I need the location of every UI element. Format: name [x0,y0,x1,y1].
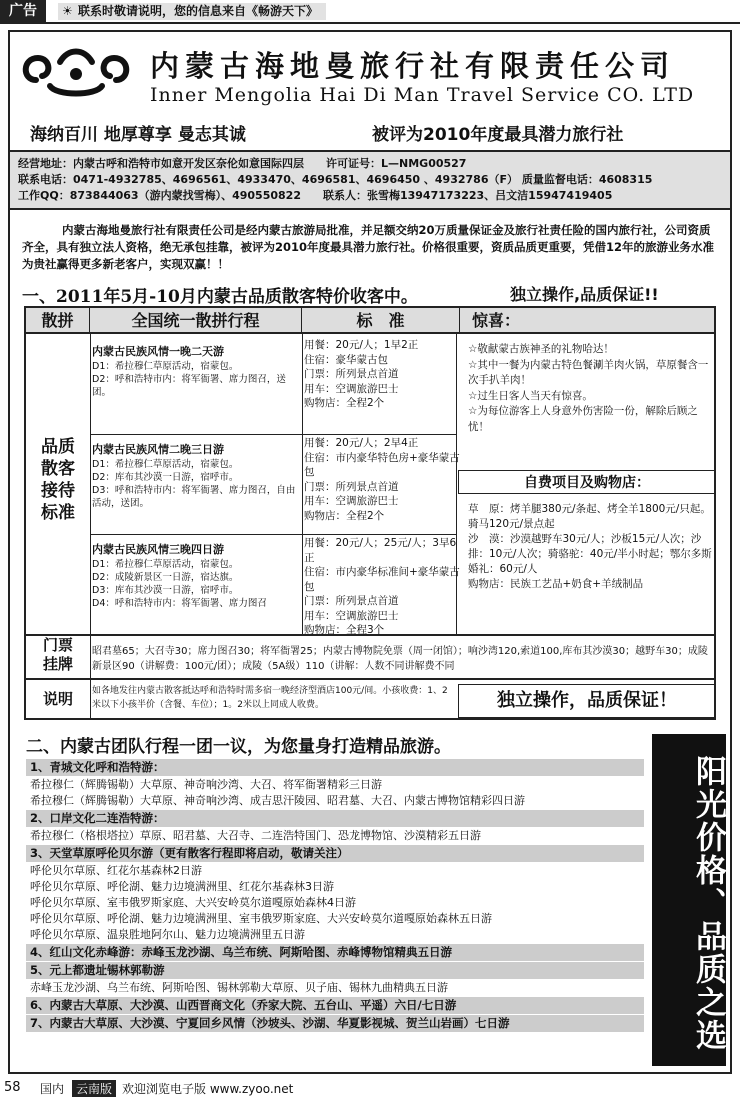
group-line: 希拉穆仁（格根塔拉）草原、昭君墓、大召寺、二连浩特国门、恐龙博物馆、沙漠精彩五日游 [30,829,481,842]
slogan-right: 被评为2010年度最具潜力旅行社 [372,125,624,145]
slogan-left: 海纳百川 地厚尊享 曼志其诚 [30,125,246,145]
divider [302,334,303,634]
section1-title: 一、2011年5月-10月内蒙古品质散客特价收客中。 [22,287,418,307]
std-line: 住宿：豪华蒙古包 [304,353,388,366]
intro-paragraph: 内蒙古海地曼旅行社有限责任公司是经内蒙古旅游局批准，并足额交纳20万质量保证金及旅行社责任险的国内旅行社，公司资质齐全，具有独立法人资格，绝无承包挂靠，被评为2010年度最具潜力旅行社。价格很重要，资质品质更重要，凭借12年的旅游业务水准为贵社赢得更多新老客户，实现双赢！！ [22,223,715,271]
std-line: 住宿：市内豪华标准间+豪华蒙古包 [304,566,460,593]
tour-2 [92,442,300,510]
notes-label: 说明 [42,690,73,708]
contact-box [10,150,730,210]
tour-day: D1：希拉穆仁草原活动，宿蒙包。 [92,361,239,372]
group-tour-list [26,758,644,1033]
std-line: 门票：所列景点首道 [304,595,399,607]
group-line: 呼伦贝尔草原、呼伦湖、魅力边境满洲里、室韦俄罗斯家庭、大兴安岭莫尔道嘎原始森林五日游 [30,912,492,925]
group-line: 呼伦贝尔草原、温泉胜地阿尔山、魅力边境满洲里五日游 [30,928,305,941]
divider [90,334,91,718]
group-heading: 4、红山文化赤峰游：赤峰玉龙沙湖、乌兰布统、阿斯哈图、赤峰博物馆精典五日游 [26,944,644,961]
surprise-list [468,342,714,435]
group-line: 希拉穆仁（辉腾锡勒）大草原、神奇响沙湾、大召、将军衙署精彩三日游 [30,778,382,791]
tour-day: D3：库布其沙漠一日游，宿呼市。 [92,585,239,596]
address-line: 经营地址：内蒙古呼和浩特市如意开发区奈伦如意国际四层 许可证号：L—NMG00527 [18,157,467,170]
group-line: 呼伦贝尔草原、红花尔基森林2日游 [30,864,202,877]
surprise-item: ☆为每位游客上人身意外伤害险一份，解除后顾之忧！ [468,405,698,433]
surprise-item: ☆其中一餐为内蒙古特色餐涮羊肉火锅，草原餐含一次手扒羊肉！ [468,358,709,386]
surprise-item: ☆过生日客人当天有惊喜。 [468,389,593,402]
std-line: 门票：所列景点首道 [304,368,399,380]
tour-3 [92,542,300,610]
divider [26,678,716,680]
std-1 [304,338,464,411]
own-expense-heading: 自费项目及购物店： [458,470,716,494]
col-head-itinerary: 全国统一散拼行程 [90,308,302,334]
std-line: 住宿：市内豪华特色房+豪华蒙古包 [304,451,460,478]
std-line: 用车：空调旅游巴士 [304,495,399,507]
tickets-label: 门票挂牌 [42,636,73,673]
std-line: 用车：空调旅游巴士 [304,382,399,395]
independent-badge: 独立操作，品质保证！ [458,684,716,718]
group-heading: 1、青城文化呼和浩特游： [26,759,644,776]
std-3 [304,536,464,638]
tickets-text: 昭君墓65；大召寺30；席力图召30；将军衙署25；内蒙古博物院免票（周一闭馆）；响沙湾120,索道100,库布其沙漠30；越野车30；成陵新景区90（讲解费：100元/团）；成陵（5A级）110（讲解：人数不同讲解费不同 [92,646,708,672]
company-name-cn: 内蒙古海地曼旅行社有限责任公司 [150,49,676,83]
ad-tag: 广告 [0,0,46,22]
notes-text: 如各地发往内蒙古散客抵达呼和浩特时需多宿一晚经济型酒店100元/间。小孩收费：1、2米以下小孩半价（含餐、车位）；1。2米以上同成人收费。 [92,686,448,710]
col-head-standard: 标 准 [302,308,460,334]
group-heading: 7、内蒙古大草原、大沙漠、宁夏回乡风情（沙坡头、沙湖、华夏影视城、贺兰山岩画）七日游 [26,1015,644,1032]
own-item: 购物店：民族工艺品+奶食+羊绒制品 [468,578,644,590]
tour-day: D1：希拉穆仁草原活动，宿蒙包。 [92,559,239,570]
tour-title: 内蒙古民族风情一晚二天游 [92,345,224,358]
notice-text: 联系时敬请说明，您的信息来自《畅游天下》 [58,3,326,20]
tour-day: D3：呼和浩特市内：将军衙署、席力图召，自由活动，送团。 [92,485,296,509]
sun-icon: ☀ [62,4,73,18]
vertical-banner: 阳光价格、品质之选 [652,734,726,1066]
tour-day: D1：希拉穆仁草原活动，宿蒙包。 [92,459,239,470]
surprise-item: ☆敬献蒙古族神圣的礼物哈达！ [468,343,614,355]
std-2 [304,436,464,523]
divider [90,534,456,535]
group-line: 赤峰玉龙沙湖、乌兰布统、阿斯哈图、锡林郭勒大草原、贝子庙、锡林九曲精典五日游 [30,981,448,994]
std-line: 购物店：全程2个 [304,509,385,522]
company-name-en: Inner Mengolia Hai Di Man Travel Service CO. LTD [150,84,695,106]
page-number: 58 [4,1080,21,1095]
footer-edition: 云南版 [72,1080,116,1097]
group-line: 希拉穆仁（辉腾锡勒）大草原、神奇响沙湾、成吉思汗陵园、昭君墓、大召、内蒙古博物馆精彩四日游 [30,794,525,807]
tour-title: 内蒙古民族风情二晚三日游 [92,443,224,456]
group-line: 呼伦贝尔草原、室韦俄罗斯家庭、大兴安岭莫尔道嘎原始森林4日游 [30,896,356,909]
tour-table [24,306,716,720]
phone-line: 联系电话：0471-4932785、4696561、4933470、4696581、4696450 、4932786（F） 质量监督电话：4608315 [18,173,653,186]
std-line: 购物店：全程3个 [304,624,385,636]
tour-day: D2：呼和浩特市内：将军衙署、席力图召，送团。 [92,374,286,398]
group-heading: 2、口岸文化二连浩特游： [26,810,644,827]
tour-title: 内蒙古民族风情三晚四日游 [92,543,224,556]
std-line: 门票：所列景点首道 [304,480,399,493]
own-expense-list [468,502,714,592]
tour-day: D2：成陵新景区一日游，宿达旗。 [92,572,239,583]
qq-line: 工作QQ：873844063（游内蒙找雪梅）、490550822 联系人：张雪梅13947173223、吕文洁15947419405 [18,189,613,202]
footer-section: 国内 [40,1082,65,1096]
group-heading: 3、天堂草原呼伦贝尔游（更有散客行程即将启动，敬请关注） [26,845,644,862]
own-item: 草 原：烤羊腿380元/条起、烤全羊1800元/只起。骑马120元/景点起 [468,503,711,530]
tour-day: D4：呼和浩特市内：将军衙署、席力图召 [92,598,267,609]
footer-link[interactable]: 欢迎浏览电子版 www.zyoo.net [122,1082,294,1096]
std-line: 用餐：20元/人；2早4正 [304,437,419,449]
section1-badge: 独立操作,品质保证!! [510,285,659,304]
group-line: 呼伦贝尔草原、呼伦湖、魅力边境满洲里、红花尔基森林3日游 [30,880,334,893]
std-line: 购物店：全程2个 [304,397,385,409]
col-head-surprise: 惊喜： [460,308,714,334]
group-heading: 6、内蒙古大草原、大沙漠、山西晋商文化（乔家大院、五台山、平遥）六日/七日游 [26,997,644,1014]
group-heading: 5、元上都遗址锡林郭勒游 [26,962,644,979]
own-item: 沙 漠：沙漠越野车30元/人；沙板15元/人次；沙排：10元/人次；骑骆驼：40元/半小时起；鄂尔多斯婚礼：60元/人 [468,533,712,575]
cloud-logo-icon [16,40,136,102]
divider [90,434,456,435]
std-line: 用餐：20元/人；1早2正 [304,339,419,351]
std-line: 用餐：20元/人；25元/人；3早6正 [304,537,457,564]
tour-1 [92,344,300,399]
standard-label: 品质散客接待标准 [41,437,75,523]
col-head-sanpin: 散拼 [26,308,90,334]
tour-day: D2：库布其沙漠一日游，宿呼市。 [92,472,239,483]
section2-title: 二、内蒙古团队行程一团一议，为您量身打造精品旅游。 [26,737,451,757]
std-line: 用车：空调旅游巴士 [304,609,399,622]
